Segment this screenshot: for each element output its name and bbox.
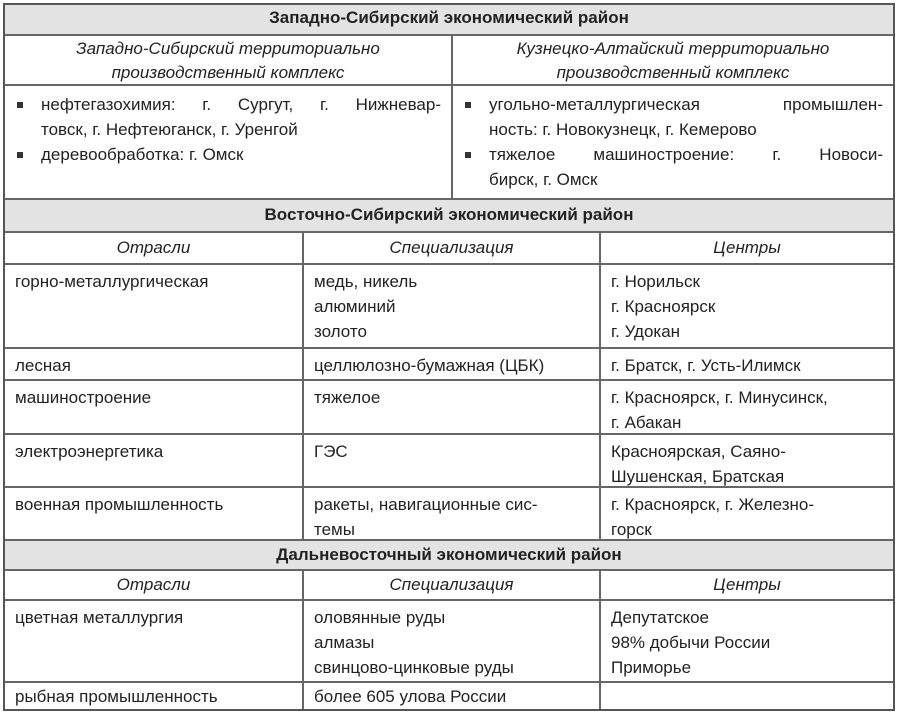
- west-siberian-title-text: Западно-Сибирский экономический район: [269, 8, 629, 27]
- branch-text: машиностроение: [15, 388, 152, 407]
- spec-cell: [302, 265, 599, 347]
- west-complex-heading: [5, 36, 451, 84]
- east-column-headers: [5, 233, 893, 265]
- table-row: [5, 488, 893, 541]
- centers-text: г. Братск, г. Усть-Илимск: [611, 356, 801, 375]
- spec-text: тяжелое: [314, 388, 381, 407]
- spec-text: ракеты, навигационные сис-: [314, 495, 538, 514]
- centers-cell: [599, 683, 893, 709]
- table-row: [5, 265, 893, 349]
- branch-cell: [5, 601, 302, 681]
- centers-text: г. Удокан: [611, 322, 681, 341]
- kuznetsk-complex-heading: [451, 36, 893, 84]
- table-row: [5, 349, 893, 381]
- bullet-text-line: товск, г. Нефтеюганск, г. Уренгой: [41, 120, 298, 139]
- branch-cell: [5, 488, 302, 539]
- far-east-title-text: Дальневосточный экономический район: [276, 545, 622, 564]
- centers-text: г. Красноярск, г. Железно-: [611, 495, 815, 514]
- spec-cell: [302, 601, 599, 681]
- table-row: [5, 601, 893, 683]
- far-east-header-spec: Специализация: [302, 571, 599, 599]
- bullet-square-icon: [17, 102, 23, 108]
- centers-cell: [599, 488, 893, 539]
- centers-cell: [599, 265, 893, 347]
- centers-text: Депутатское: [611, 608, 709, 627]
- bullet-square-icon: [465, 152, 471, 158]
- branch-cell: [5, 265, 302, 347]
- branch-text: лесная: [15, 356, 71, 375]
- centers-text: г. Абакан: [611, 413, 682, 432]
- table-row: [5, 683, 893, 709]
- branch-text: рыбная промышленность: [15, 687, 218, 706]
- spec-cell: [302, 683, 599, 709]
- spec-text: свинцово-цинковые руды: [314, 658, 514, 677]
- branch-cell: [5, 381, 302, 433]
- spec-cell: [302, 381, 599, 433]
- far-east-column-headers: [5, 571, 893, 601]
- west-complex-items: [5, 86, 451, 198]
- branch-cell: [5, 349, 302, 379]
- far-east-title: [5, 541, 893, 571]
- spec-cell: [302, 488, 599, 539]
- branch-text: цветная металлургия: [15, 608, 184, 627]
- branch-cell: [5, 683, 302, 709]
- complex-content-row: [5, 86, 893, 200]
- centers-text: г. Красноярск: [611, 297, 716, 316]
- bullet-text-line: нефтегазохимия: г. Сургут, г. Нижневар-: [41, 95, 441, 114]
- kuznetsk-complex-heading-line: Кузнецко-Алтайский территориально: [516, 39, 830, 58]
- centers-text: Шушенская, Братская: [611, 467, 785, 486]
- bullet-item: [15, 92, 441, 142]
- west-complex-heading-line: Западно-Сибирский территориально: [76, 39, 380, 58]
- bullet-item: [463, 142, 883, 192]
- centers-cell: [599, 601, 893, 681]
- branch-text: военная промышленность: [15, 495, 224, 514]
- east-header-centers: Центры: [599, 233, 893, 263]
- centers-text: Красноярская, Саяно-: [611, 442, 786, 461]
- west-complex-heading-line: производственный комплекс: [111, 63, 345, 82]
- bullet-item: [463, 92, 883, 142]
- kuznetsk-complex-items: [451, 86, 893, 198]
- bullet-square-icon: [465, 102, 471, 108]
- spec-cell: [302, 435, 599, 486]
- centers-text: Приморье: [611, 658, 692, 677]
- spec-text: более 605 улова России: [314, 687, 507, 706]
- table-row: [5, 381, 893, 435]
- bullet-text-line: деревообработка: г. Омск: [41, 145, 244, 164]
- spec-text: целлюлозно-бумажная (ЦБК): [314, 356, 545, 375]
- centers-text: г. Норильск: [611, 272, 700, 291]
- spec-text: алюминий: [314, 297, 396, 316]
- spec-text: золото: [314, 322, 367, 341]
- centers-cell: [599, 435, 893, 486]
- spec-text: оловянные руды: [314, 608, 446, 627]
- table-row: [5, 435, 893, 488]
- branch-cell: [5, 435, 302, 486]
- far-east-header-branch: Отрасли: [116, 575, 191, 594]
- east-header-spec: Специализация: [302, 233, 599, 263]
- economic-regions-table: [3, 3, 895, 711]
- west-siberian-title: [5, 5, 893, 36]
- spec-text: темы: [314, 520, 355, 539]
- bullet-text-line: тяжелое машиностроение: г. Новоси-: [489, 145, 883, 164]
- east-siberian-title: [5, 200, 893, 233]
- bullet-item: [15, 142, 441, 167]
- centers-text: г. Красноярск, г. Минусинск,: [611, 388, 828, 407]
- spec-text: медь, никель: [314, 272, 418, 291]
- branch-text: горно-металлургическая: [15, 272, 209, 291]
- bullet-text-line: бирск, г. Омск: [489, 170, 598, 189]
- spec-cell: [302, 349, 599, 379]
- centers-cell: [599, 381, 893, 433]
- bullet-text-line: ность: г. Новокузнецк, г. Кемерово: [489, 120, 757, 139]
- kuznetsk-complex-heading-line: производственный комплекс: [556, 63, 790, 82]
- branch-text: электроэнергетика: [15, 442, 164, 461]
- east-siberian-title-text: Восточно-Сибирский экономический район: [264, 205, 634, 224]
- spec-text: ГЭС: [314, 442, 348, 461]
- east-header-branch: Отрасли: [116, 238, 191, 257]
- complex-heading-row: [5, 36, 893, 86]
- centers-text: горск: [611, 520, 652, 539]
- spec-text: алмазы: [314, 633, 375, 652]
- centers-text: 98% добычи России: [611, 633, 771, 652]
- bullet-square-icon: [17, 152, 23, 158]
- bullet-text-line: угольно-металлургическая промышлен-: [489, 95, 883, 114]
- far-east-header-centers: Центры: [599, 571, 893, 599]
- centers-cell: [599, 349, 893, 379]
